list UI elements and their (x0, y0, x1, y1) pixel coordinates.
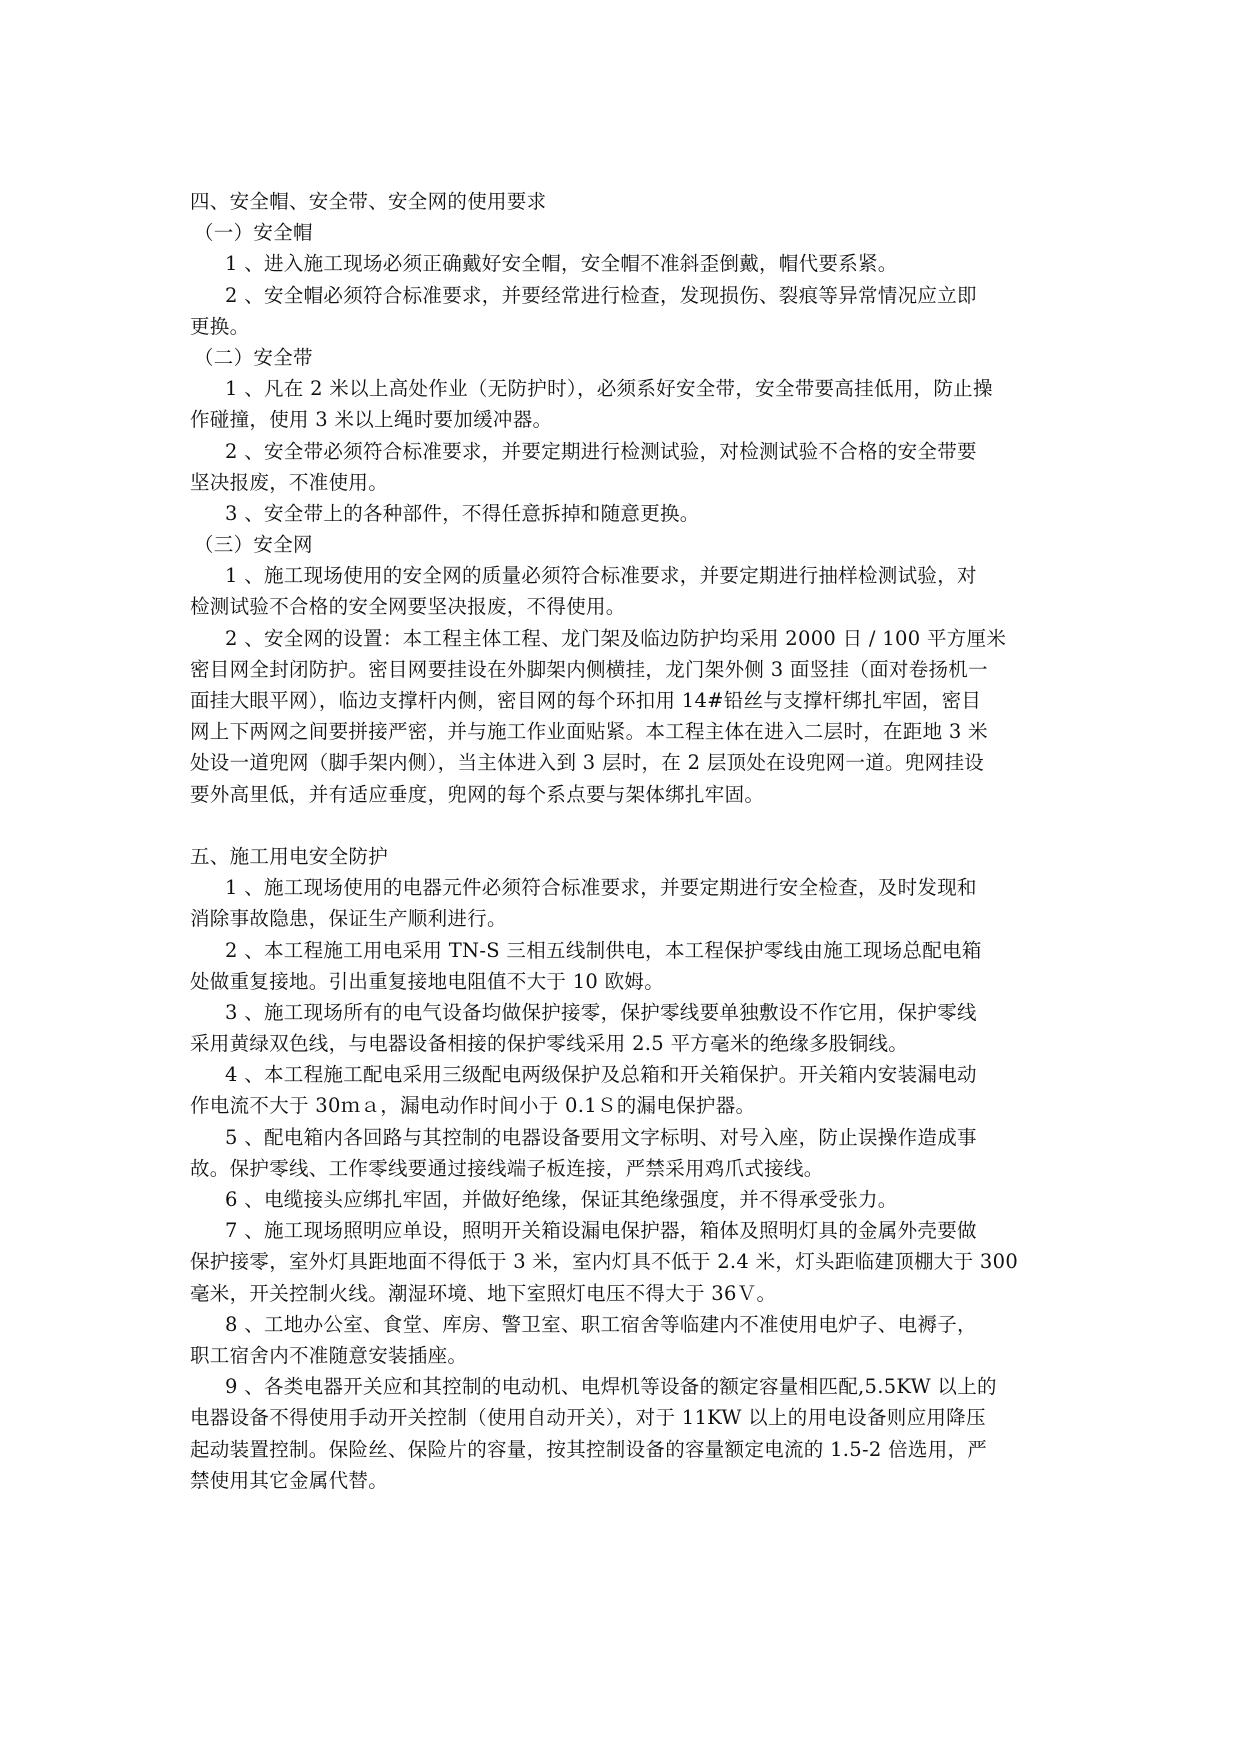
paragraph-line: 电器设备不得使用手动开关控制（使用自动开关），对于 11KW 以上的用电设备则应用降压 (190, 1406, 986, 1430)
paragraph (190, 280, 1055, 342)
paragraph-line: 起动装置控制。保险丝、保险片的容量，按其控制设备的容量额定电流的 1.5-2 倍选用，严 (190, 1437, 988, 1461)
paragraph-line: 禁使用其它金属代替。 (190, 1468, 389, 1492)
paragraph-line: 职工宿舍内不准随意安装插座。 (190, 1343, 468, 1367)
paragraph-line: 1 、施工现场使用的电器元件必须符合标准要求，并要定期进行安全检查，及时发现和 (225, 876, 977, 900)
paragraph-line: 坚决报废，不准使用。 (190, 470, 389, 494)
paragraph-line: 1 、凡在 2 米以上高处作业（无防护时），必须系好安全带，安全带要高挂低用，防止操 (225, 377, 993, 401)
section-title: 五、施工用电安全防护 (190, 844, 389, 868)
paragraph-line: 密目网全封闭防护。密目网要挂设在外脚架内侧横挂，龙门架外侧 3 面竖挂（面对卷扬机一 (190, 657, 988, 681)
subsection (190, 217, 1055, 342)
paragraph-line: 更换。 (190, 314, 250, 338)
paragraph (190, 997, 1055, 1059)
paragraph-line: 消除事故隐患，保证生产顺利进行。 (190, 907, 507, 931)
subsection (190, 529, 1055, 810)
paragraph-line: 1 、施工现场使用的安全网的质量必须符合标准要求，并要定期进行抽样检测试验，对 (225, 564, 977, 588)
paragraph-line: 3 、安全带上的各种部件，不得任意拆掉和随意更换。 (225, 501, 700, 525)
section (190, 841, 1055, 1496)
section-spacer (190, 810, 1055, 841)
paragraph-line: 检测试验不合格的安全网要坚决报废，不得使用。 (190, 595, 626, 619)
paragraph-line: 4 、本工程施工配电采用三级配电两级保护及总箱和开关箱保护。开关箱内安装漏电动 (225, 1063, 977, 1087)
section-title: 四、安全帽、安全带、安全网的使用要求 (190, 190, 547, 213)
paragraph (190, 1122, 1055, 1184)
paragraph-line: 5 、配电箱内各回路与其控制的电器设备要用文字标明、对号入座，防止误操作造成事 (225, 1125, 977, 1149)
paragraph-line: 处做重复接地。引出重复接地电阻值不大于 10 欧姆。 (190, 969, 665, 993)
section (190, 186, 1055, 810)
subsection-title: （二）安全带 (194, 345, 313, 369)
paragraph (190, 1215, 1055, 1309)
paragraph-line: 2 、本工程施工用电采用 TN-S 三相五线制供电，本工程保护零线由施工现场总配电箱 (225, 938, 982, 962)
paragraph-line: 6 、电缆接头应绑扎牢固，并做好绝缘，保证其绝缘强度，并不得承受张力。 (225, 1188, 898, 1211)
paragraph-line: 2 、安全帽必须符合标准要求，并要经常进行检查，发现损伤、裂痕等异常情况应立即 (225, 283, 977, 307)
paragraph (190, 1309, 1055, 1371)
paragraph-line: 2 、安全网的设置：本工程主体工程、龙门架及临边防护均采用 2000 日 / 100 平方厘米 (225, 626, 1007, 650)
paragraph-line: 3 、施工现场所有的电气设备均做保护接零，保护零线要单独敷设不作它用，保护零线 (225, 1000, 977, 1024)
paragraph (190, 248, 1055, 279)
paragraph-line: 网上下两网之间要拼接严密，并与施工作业面贴紧。本工程主体在进入二层时，在距地 3 米 (190, 720, 988, 744)
subsection-title: （一）安全帽 (194, 221, 313, 245)
paragraph (190, 623, 1055, 810)
paragraph-line: 要外高里低，并有适应垂度，兜网的每个系点要与架体绑扎牢固。 (190, 782, 765, 806)
paragraph (190, 436, 1055, 498)
paragraph-line: 9 、各类电器开关应和其控制的电动机、电焊机等设备的额定容量相匹配,5.5KW 以上的 (225, 1375, 997, 1399)
paragraph-line: 作碰撞，使用 3 米以上绳时要加缓冲器。 (190, 408, 553, 432)
paragraph-line: 处设一道兜网（脚手架内侧），当主体进入到 3 层时，在 2 层顶处在设兜网一道。兜网挂设 (190, 751, 985, 775)
paragraph (190, 1059, 1055, 1121)
paragraph (190, 935, 1055, 997)
paragraph (190, 498, 1055, 529)
paragraph-line: 2 、安全带必须符合标准要求，并要定期进行检测试验，对检测试验不合格的安全带要 (225, 439, 977, 463)
paragraph-line: 作电流不大于 30ｍａ，漏电动作时间小于 0.1Ｓ的漏电保护器。 (190, 1094, 756, 1118)
paragraph (190, 872, 1055, 934)
paragraph-line: 面挂大眼平网），临边支撑杆内侧，密目网的每个环扣用 14#铅丝与支撑杆绑扎牢固，密目 (190, 689, 982, 712)
paragraph-line: 8 、工地办公室、食堂、库房、警卫室、职工宿舍等临建内不准使用电炉子、电褥子， (225, 1312, 977, 1336)
paragraph-line: 7 、施工现场照明应单设，照明开关箱设漏电保护器，箱体及照明灯具的金属外壳要做 (225, 1219, 977, 1243)
paragraph (190, 1184, 1055, 1215)
document-page (190, 186, 1055, 1496)
paragraph-line: 毫米，开关控制火线。潮湿环境、地下室照灯电压不得大于 36Ｖ。 (190, 1281, 777, 1305)
paragraph (190, 560, 1055, 622)
paragraph-line: 1 、进入施工现场必须正确戴好安全帽，安全帽不准斜歪倒戴，帽代要系紧。 (225, 252, 898, 276)
paragraph-line: 保护接零，室外灯具距地面不得低于 3 米，室内灯具不低于 2.4 米，灯头距临建顶棚大于 300 (190, 1250, 1019, 1274)
paragraph (190, 1371, 1055, 1496)
paragraph (190, 373, 1055, 435)
paragraph-line: 采用黄绿双色线，与电器设备相接的保护零线采用 2.5 平方毫米的绝缘多股铜线。 (190, 1032, 909, 1056)
paragraph-line: 故。保护零线、工作零线要通过接线端子板连接，严禁采用鸡爪式接线。 (190, 1156, 824, 1180)
subsection (190, 342, 1055, 529)
subsection-title: （三）安全网 (194, 533, 313, 557)
